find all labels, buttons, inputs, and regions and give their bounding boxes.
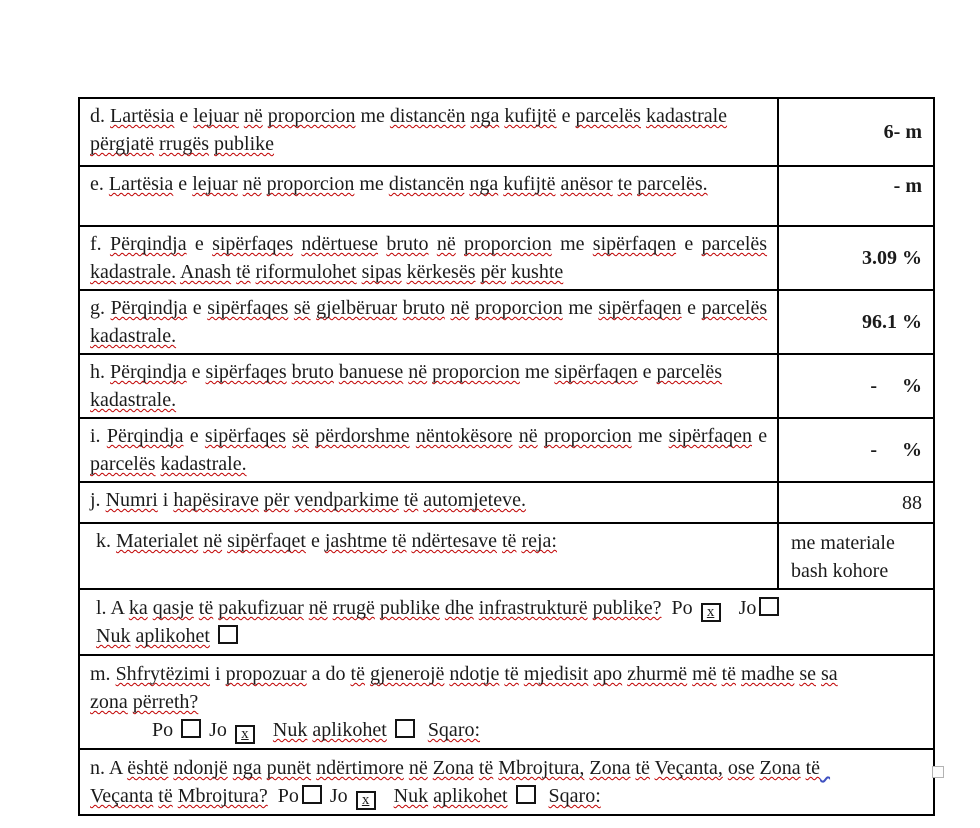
- grammar-underline-mark: [820, 757, 830, 779]
- word: me: [568, 297, 593, 319]
- word: sipas: [361, 261, 402, 283]
- word: publike: [379, 597, 440, 619]
- word: publike: [214, 133, 275, 155]
- word: madhe: [741, 663, 795, 685]
- word: Shfrytëzimi: [115, 663, 210, 685]
- row-label: j.: [90, 489, 101, 511]
- word: Veçanta: [90, 785, 154, 807]
- word: ndërtesave: [411, 530, 497, 552]
- word: ndotje: [449, 663, 500, 685]
- nuk-aplikohet-checkbox[interactable]: [516, 785, 536, 804]
- word: hapësirave: [173, 489, 259, 511]
- word: të: [805, 757, 821, 779]
- word: proporcion: [266, 173, 355, 195]
- word: në: [408, 361, 428, 383]
- word: Zona: [432, 757, 474, 779]
- zoning-conditions-table: [78, 97, 935, 816]
- text-line: [90, 782, 923, 810]
- word: publike?: [592, 597, 662, 619]
- word: kadastrale: [645, 105, 728, 127]
- word: apo: [593, 663, 623, 685]
- word: kadastrale.: [90, 325, 177, 347]
- word: reja:: [521, 530, 557, 552]
- row-label: f.: [90, 233, 102, 255]
- word: ka: [128, 597, 148, 619]
- word: për: [480, 261, 507, 283]
- checkbox-x-mark: x: [241, 726, 249, 742]
- word: të: [721, 663, 737, 685]
- word: proporcion: [432, 361, 520, 383]
- word: se: [799, 663, 816, 685]
- word: të: [236, 261, 251, 283]
- word: kadastrale.: [90, 261, 177, 283]
- question-cell-f: [79, 226, 778, 290]
- word: propozuar: [225, 663, 307, 685]
- word: zona: [90, 691, 128, 713]
- word: përdorshme: [315, 425, 410, 447]
- word: proporcion: [474, 297, 563, 319]
- word: sipërfaqen: [554, 361, 638, 383]
- word: bruto: [402, 297, 445, 319]
- value-cell-e: - m: [778, 166, 934, 226]
- question-cell-h: [79, 354, 778, 418]
- word: distancën: [388, 173, 465, 195]
- form-row-k: [79, 523, 934, 589]
- word: në: [408, 757, 428, 779]
- word: parcelës: [701, 233, 768, 255]
- word: Mbrojtura?: [177, 785, 268, 807]
- word: kushte: [511, 261, 564, 283]
- word: me: [560, 233, 585, 255]
- word: te: [617, 173, 633, 195]
- form-row-j: [79, 482, 934, 523]
- word: parcelës.: [637, 173, 708, 195]
- word: e: [191, 361, 201, 383]
- value-cell-g: 96.1 %: [778, 290, 934, 354]
- word: Nuk: [272, 719, 308, 741]
- word: e: [178, 173, 188, 195]
- word: punët: [266, 757, 312, 779]
- word: kufijtë: [503, 173, 556, 195]
- word: Jo: [329, 785, 348, 807]
- word: Anash: [179, 261, 232, 283]
- word: kadastrale.: [160, 453, 247, 475]
- word: infrastrukturë: [478, 597, 588, 619]
- word: bruto: [386, 233, 429, 255]
- word: Nuk: [96, 625, 131, 647]
- row-label: h.: [90, 361, 105, 383]
- form-row-g: [79, 290, 934, 354]
- word: e: [684, 233, 694, 255]
- word: parcelës: [575, 105, 641, 127]
- word: Po: [671, 597, 693, 619]
- row-label: l.: [96, 597, 107, 619]
- form-row-l: [79, 589, 934, 655]
- word: së: [292, 425, 309, 447]
- word: për: [263, 489, 290, 511]
- word: të: [635, 757, 650, 779]
- word: sipërfaqen: [668, 425, 752, 447]
- word: qasje: [152, 597, 194, 619]
- word: të: [158, 785, 173, 807]
- question-cell-d: [79, 98, 778, 166]
- value-cell-h: - %: [778, 354, 934, 418]
- word: me: [524, 361, 550, 383]
- word: Përqindja: [110, 297, 188, 319]
- word: Po: [277, 785, 299, 807]
- po-checkbox[interactable]: [302, 785, 322, 804]
- question-cell-j: [79, 482, 778, 523]
- word: përreth?: [132, 691, 199, 713]
- row-label: k.: [96, 530, 111, 552]
- word: Veçanta,: [654, 757, 723, 779]
- word: sipërfaqes: [204, 425, 286, 447]
- word: gjenerojë: [369, 663, 445, 685]
- word: të: [504, 663, 519, 685]
- word: parcelës: [701, 297, 768, 319]
- text-line: [90, 716, 923, 744]
- word: banuese: [338, 361, 404, 383]
- word: Zona: [589, 757, 631, 779]
- word: të: [350, 663, 365, 685]
- word: proporcion: [464, 233, 552, 255]
- form-row-e: [79, 166, 934, 226]
- word: në: [518, 425, 538, 447]
- word: ndërtuese: [301, 233, 379, 255]
- value-cell-f: 3.09 %: [778, 226, 934, 290]
- word: aplikohet: [312, 719, 387, 741]
- row-label: e.: [90, 173, 104, 195]
- row-label: n.: [90, 757, 105, 779]
- word: është: [127, 757, 169, 779]
- word: parcelës: [90, 453, 156, 475]
- word: ndonjë: [173, 757, 228, 779]
- word: nëntokësore: [415, 425, 513, 447]
- word: me: [637, 425, 663, 447]
- word: Lartësia: [108, 173, 174, 195]
- word: në: [243, 105, 263, 127]
- word: do: [325, 663, 346, 685]
- form-row-m: [79, 655, 934, 749]
- word: automjeteve.: [423, 489, 526, 511]
- question-cell-g: [79, 290, 778, 354]
- word: e: [179, 105, 189, 127]
- word: përgjatë: [90, 133, 155, 155]
- nuk-aplikohet-checkbox[interactable]: [395, 719, 415, 738]
- checkbox-x-mark: x: [361, 792, 370, 808]
- word: e: [561, 105, 571, 127]
- word: sipërfaqes: [207, 297, 289, 319]
- text-line: [90, 594, 923, 622]
- word: a: [311, 663, 321, 685]
- text-line: [90, 754, 923, 782]
- value-cell-d: 6- m: [778, 98, 934, 166]
- text-line: [90, 622, 923, 650]
- word: kërkesës: [406, 261, 476, 283]
- word: lejuar: [193, 105, 239, 127]
- question-cell-l: [79, 589, 934, 655]
- word: gjelbëruar: [316, 297, 398, 319]
- word: të: [502, 530, 517, 552]
- word: Zona: [759, 757, 801, 779]
- word: në: [450, 297, 470, 319]
- word: nga: [232, 757, 262, 779]
- word: e: [194, 233, 204, 255]
- word: anësor: [560, 173, 613, 195]
- word: rrugë: [332, 597, 375, 619]
- po-checkbox[interactable]: [181, 719, 201, 738]
- word: Përqindja: [109, 233, 187, 255]
- word: sipërfaqen: [598, 297, 682, 319]
- word: rrugës: [159, 133, 210, 155]
- word: sa: [821, 663, 838, 685]
- word: proporcion: [267, 105, 356, 127]
- word: e: [192, 297, 202, 319]
- word: mjedisit: [523, 663, 589, 685]
- question-cell-m: [79, 655, 934, 749]
- word: së: [293, 297, 311, 319]
- word: lejuar: [192, 173, 238, 195]
- value-cell-i: - %: [778, 418, 934, 482]
- word: e: [189, 425, 199, 447]
- word: në: [308, 597, 328, 619]
- word: Sqaro:: [548, 785, 601, 807]
- form-row-d: [79, 98, 934, 166]
- question-cell-n: [79, 749, 934, 815]
- word: e: [310, 530, 320, 552]
- word: proporcion: [543, 425, 632, 447]
- word: me: [360, 105, 385, 127]
- checkbox-x-mark: x: [706, 604, 715, 620]
- word: të: [198, 597, 214, 619]
- word: jashtme: [324, 530, 388, 552]
- word: pakufizuar: [218, 597, 304, 619]
- word: nga: [470, 105, 500, 127]
- word: i: [162, 489, 169, 511]
- word: kadastrale.: [90, 389, 177, 411]
- word: në: [436, 233, 456, 255]
- value-cell-j: 88: [778, 482, 934, 523]
- word: Numri: [105, 489, 158, 511]
- row-label: g.: [90, 297, 105, 319]
- word: zhurmë: [627, 663, 688, 685]
- word: vendparkime: [294, 489, 399, 511]
- word: sipërfaqes: [205, 361, 287, 383]
- value-cell-k: me materiale bash kohore: [778, 523, 934, 589]
- question-cell-e: [79, 166, 778, 226]
- jo-checkbox[interactable]: [235, 725, 255, 744]
- form-row-f: [79, 226, 934, 290]
- shape-anchor-square[interactable]: [932, 766, 944, 778]
- form-row-i: [79, 418, 934, 482]
- text-line: [90, 688, 923, 716]
- row-label: m.: [90, 663, 111, 685]
- word: ose: [727, 757, 755, 779]
- word: parcelës: [656, 361, 723, 383]
- word: distancën: [389, 105, 466, 127]
- word: Jo: [738, 597, 757, 619]
- word: në: [203, 530, 223, 552]
- word: ndërtimore: [316, 757, 404, 779]
- word: në: [242, 173, 262, 195]
- word: bruto: [291, 361, 334, 383]
- word: të: [478, 757, 494, 779]
- nuk-aplikohet-checkbox[interactable]: [218, 625, 238, 644]
- word: me: [359, 173, 384, 195]
- form-row-n: [79, 749, 934, 815]
- word: të: [392, 530, 407, 552]
- text-line: [90, 660, 923, 688]
- row-label: d.: [90, 105, 105, 127]
- word: Jo: [209, 719, 227, 741]
- word: sipërfaqet: [227, 530, 306, 552]
- word: Materialet: [116, 530, 199, 552]
- word: Po: [152, 719, 174, 741]
- word: dhe: [444, 597, 474, 619]
- word: kufijtë: [504, 105, 557, 127]
- word: më: [692, 663, 717, 685]
- word: nga: [469, 173, 499, 195]
- question-cell-i: [79, 418, 778, 482]
- jo-checkbox[interactable]: [759, 597, 779, 616]
- word: A: [108, 757, 123, 779]
- question-cell-k: [79, 523, 778, 589]
- word: sipërfaqes: [212, 233, 294, 255]
- word: Lartësia: [110, 105, 175, 127]
- word: aplikohet: [135, 625, 210, 647]
- po-checkbox[interactable]: [701, 603, 721, 622]
- word: riformulohet: [255, 261, 357, 283]
- word: e: [642, 361, 652, 383]
- word: Përqindja: [110, 361, 187, 383]
- word: A: [110, 597, 124, 619]
- word: sipërfaqen: [592, 233, 677, 255]
- word: Mbrojtura,: [498, 757, 585, 779]
- row-label: i.: [90, 425, 101, 447]
- word: aplikohet: [433, 785, 508, 807]
- word: Përqindja: [106, 425, 184, 447]
- word: Nuk: [393, 785, 429, 807]
- word: e: [758, 425, 768, 447]
- jo-checkbox[interactable]: [356, 791, 376, 810]
- word: e: [687, 297, 697, 319]
- form-row-h: [79, 354, 934, 418]
- word: i: [215, 663, 221, 685]
- word: të: [403, 489, 419, 511]
- word: Sqaro:: [427, 719, 481, 741]
